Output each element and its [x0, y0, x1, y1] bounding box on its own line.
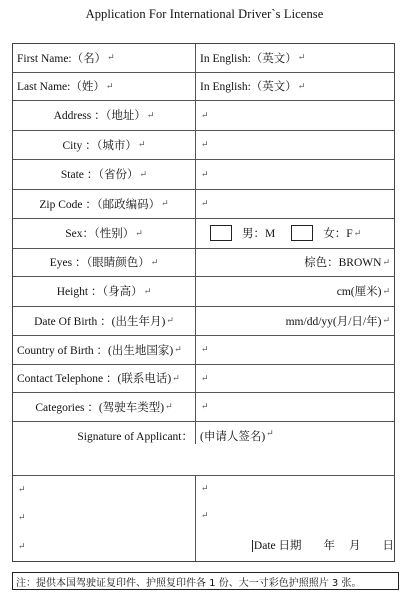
signature-date-area[interactable]: ↵ ↵ Date 日期 年 月 日: [201, 483, 394, 552]
address-field[interactable]: ↵: [201, 109, 209, 120]
categories-field[interactable]: ↵: [201, 401, 209, 412]
row-last-name: [13, 73, 394, 102]
height-label: Height ：（身高） ↵: [13, 277, 196, 306]
contact-telephone-label: Contact Telephone ：(联系电话) ↵: [13, 365, 196, 393]
female-checkbox[interactable]: [291, 225, 313, 241]
dob-field[interactable]: mm/dd/yy(月/日/年) ↵: [285, 315, 390, 328]
row-height: [13, 277, 394, 307]
row-zip: [13, 190, 394, 220]
state-label: State ：（省份） ↵: [13, 160, 196, 189]
male-label: 男：M: [242, 228, 276, 241]
zip-label: Zip Code ：（邮政编码） ↵: [13, 190, 196, 219]
row-city: [13, 131, 394, 161]
country-of-birth-field[interactable]: ↵: [201, 344, 209, 355]
signature-field[interactable]: (申请人签名) ↵: [200, 427, 274, 443]
dob-label: Date Of Birth ：(出生年月) ↵: [13, 307, 196, 336]
row-sex: [13, 219, 394, 249]
city-label: City ：（城市） ↵: [13, 131, 196, 160]
text-cursor: [252, 540, 253, 552]
date-label: Date 日期: [253, 539, 302, 552]
first-name-label: First Name:（名） ↵: [13, 44, 196, 72]
application-form-table: [12, 43, 395, 562]
sex-label: Sex：（性别） ↵: [13, 219, 196, 248]
note-box: 注：提供本国驾驶证复印件、护照复印件各 1 份、大一寸彩色护照照片 3 张。: [12, 572, 399, 590]
row-signature: [13, 422, 394, 476]
row-categories: [13, 393, 394, 422]
country-of-birth-label: Country of Birth ：(出生地国家) ↵: [13, 336, 196, 364]
row-address: [13, 101, 394, 131]
row-contact-telephone: [13, 365, 394, 394]
signature-label: Signature of Applicant：: [13, 422, 196, 444]
row-dob: [13, 307, 394, 337]
date-day: 日: [382, 539, 394, 552]
date-line: [252, 537, 394, 553]
height-field[interactable]: cm(厘米) ↵: [336, 285, 390, 299]
categories-label: Categories ：(驾驶车类型) ↵: [13, 393, 196, 421]
row-country-of-birth: [13, 336, 394, 365]
row-eyes: [13, 249, 394, 278]
row-state: [13, 160, 394, 190]
contact-telephone-field[interactable]: ↵: [201, 372, 209, 383]
date-year: 年: [323, 539, 335, 552]
zip-field[interactable]: ↵: [201, 198, 209, 209]
signature-space-left: ↵ ↵ ↵: [13, 476, 196, 561]
sex-field: 男：M 女：F ↵: [196, 219, 394, 248]
eyes-field[interactable]: 棕色：BROWN ↵: [304, 256, 390, 270]
state-field[interactable]: ↵: [201, 168, 209, 179]
last-name-label: Last Name:（姓） ↵: [13, 73, 196, 101]
row-first-name: [13, 44, 394, 73]
address-label: Address ：（地址） ↵: [13, 101, 196, 130]
female-label: 女：F: [323, 228, 353, 241]
male-checkbox[interactable]: [210, 225, 232, 241]
date-month: 月: [349, 539, 361, 552]
row-signature-date: [13, 476, 394, 561]
eyes-label: Eyes ：（眼睛颜色） ↵: [13, 249, 196, 277]
city-field[interactable]: ↵: [201, 139, 209, 150]
last-name-english-field[interactable]: In English:（英文） ↵: [200, 80, 306, 94]
first-name-english-field[interactable]: In English:（英文） ↵: [200, 52, 306, 65]
form-title: Application For International Driver`s License: [85, 7, 324, 21]
